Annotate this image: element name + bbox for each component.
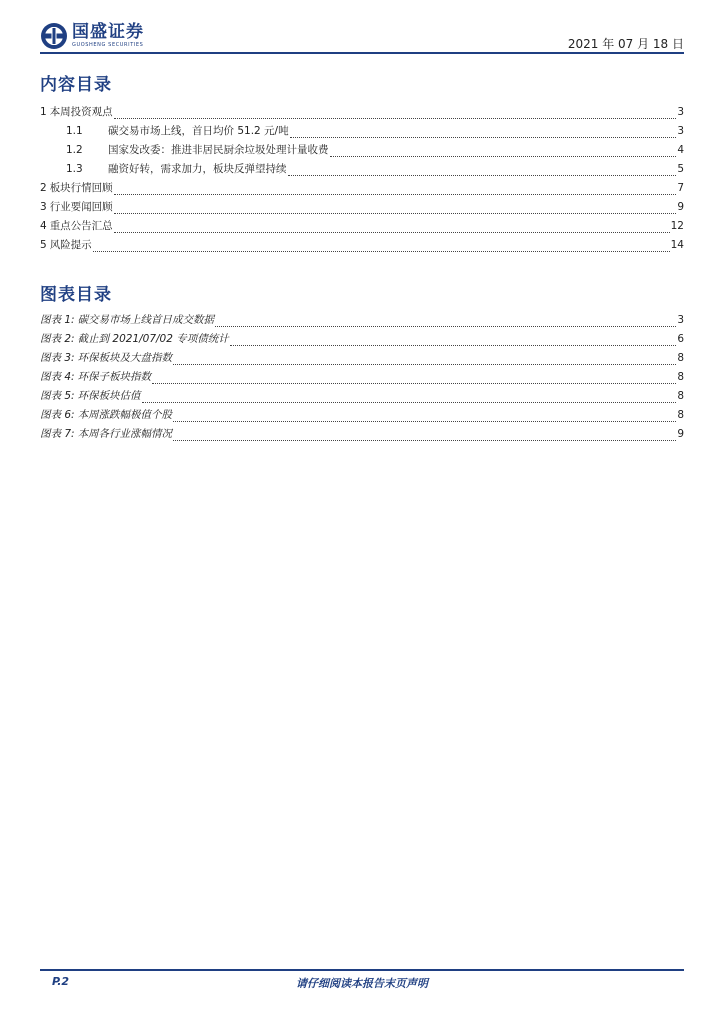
entry-title: 本周涨跌幅极值个股 <box>77 409 173 421</box>
footer-disclaimer: 请仔细阅读本报告末页声明 <box>296 977 428 990</box>
page-number: P.2 <box>52 975 70 988</box>
dot-leader <box>93 250 670 252</box>
dot-leader <box>142 401 677 403</box>
entry-title: 板块行情回顾 <box>49 182 113 194</box>
entry-number: 1 <box>40 106 47 118</box>
dot-leader <box>290 136 677 138</box>
entry-number: 3 <box>40 201 47 213</box>
entry-title: 碳交易市场上线，首日均价 51.2 元/吨 <box>108 125 289 137</box>
figures-list <box>40 312 684 445</box>
entry-number: 1.2 <box>66 144 83 156</box>
dot-leader <box>288 174 677 176</box>
figure-entry[interactable] <box>40 369 684 388</box>
toc-entry[interactable] <box>40 199 684 218</box>
entry-page: 14 <box>670 239 684 251</box>
entry-page: 9 <box>677 428 684 440</box>
entry-title: 截止到 2021/07/02 专项债统计 <box>77 333 229 345</box>
entry-page: 3 <box>677 314 684 326</box>
header-divider <box>40 52 684 54</box>
company-logo <box>40 22 144 50</box>
figure-entry[interactable] <box>40 388 684 407</box>
entry-number: 图表 6: <box>40 409 75 421</box>
entry-number: 4 <box>40 220 47 232</box>
dot-leader <box>173 439 676 441</box>
dot-leader <box>330 155 677 157</box>
entry-title: 风险提示 <box>49 239 92 251</box>
dot-leader <box>230 344 677 346</box>
toc-entry[interactable] <box>40 237 684 256</box>
entry-title: 环保子板块指数 <box>77 371 152 383</box>
entry-number: 图表 7: <box>40 428 75 440</box>
entry-page: 4 <box>677 144 684 156</box>
figure-entry[interactable] <box>40 312 684 331</box>
dot-leader <box>152 382 676 384</box>
figure-entry[interactable] <box>40 350 684 369</box>
entry-title: 国家发改委：推进非居民厨余垃圾处理计量收费 <box>108 144 329 156</box>
entry-title: 碳交易市场上线首日成交数据 <box>77 314 215 326</box>
figure-entry[interactable] <box>40 426 684 445</box>
toc-entry[interactable] <box>40 180 684 199</box>
dot-leader <box>114 231 670 233</box>
dot-leader <box>215 325 676 327</box>
page-header <box>40 20 684 56</box>
entry-number: 图表 5: <box>40 390 75 402</box>
entry-page: 8 <box>677 390 684 402</box>
dot-leader <box>114 193 677 195</box>
entry-page: 8 <box>677 371 684 383</box>
dot-leader <box>173 363 676 365</box>
toc-entry[interactable] <box>40 142 684 161</box>
dot-leader <box>114 117 677 119</box>
dot-leader <box>114 212 677 214</box>
logo-name: 国盛证券 <box>72 22 144 42</box>
entry-page: 3 <box>677 106 684 118</box>
entry-title: 行业要闻回顾 <box>49 201 113 213</box>
entry-page: 5 <box>677 163 684 175</box>
logo-subtitle: GUOSHENG SECURITIES <box>72 42 144 48</box>
entry-page: 8 <box>677 409 684 421</box>
dot-leader <box>173 420 676 422</box>
entry-number: 图表 2: <box>40 333 75 345</box>
entry-page: 3 <box>677 125 684 137</box>
entry-title: 环保板块估值 <box>77 390 141 402</box>
entry-title: 重点公告汇总 <box>49 220 113 232</box>
entry-page: 9 <box>677 201 684 213</box>
entry-title: 融资好转，需求加力，板块反弹望持续 <box>108 163 287 175</box>
entry-page: 6 <box>677 333 684 345</box>
entry-number: 5 <box>40 239 47 251</box>
toc-entry[interactable] <box>40 123 684 142</box>
entry-number: 1.3 <box>66 163 83 175</box>
entry-title: 本周投资观点 <box>49 106 113 118</box>
entry-title: 环保板块及大盘指数 <box>77 352 173 364</box>
figure-entry[interactable] <box>40 331 684 350</box>
report-date: 2021 年 07 月 18 日 <box>567 37 684 51</box>
footer-divider <box>40 969 684 971</box>
entry-page: 12 <box>670 220 684 232</box>
toc-title: 内容目录 <box>40 75 112 95</box>
entry-page: 7 <box>677 182 684 194</box>
entry-title: 本周各行业涨幅情况 <box>77 428 173 440</box>
entry-number: 2 <box>40 182 47 194</box>
entry-number: 1.1 <box>66 125 83 137</box>
entry-number: 图表 1: <box>40 314 75 326</box>
figure-entry[interactable] <box>40 407 684 426</box>
figures-title: 图表目录 <box>40 285 112 305</box>
toc-entry[interactable] <box>40 218 684 237</box>
toc-entry[interactable] <box>40 161 684 180</box>
toc-list <box>40 104 684 256</box>
toc-entry[interactable] <box>40 104 684 123</box>
entry-number: 图表 4: <box>40 371 75 383</box>
logo-emblem-icon <box>40 22 68 50</box>
entry-number: 图表 3: <box>40 352 75 364</box>
entry-page: 8 <box>677 352 684 364</box>
